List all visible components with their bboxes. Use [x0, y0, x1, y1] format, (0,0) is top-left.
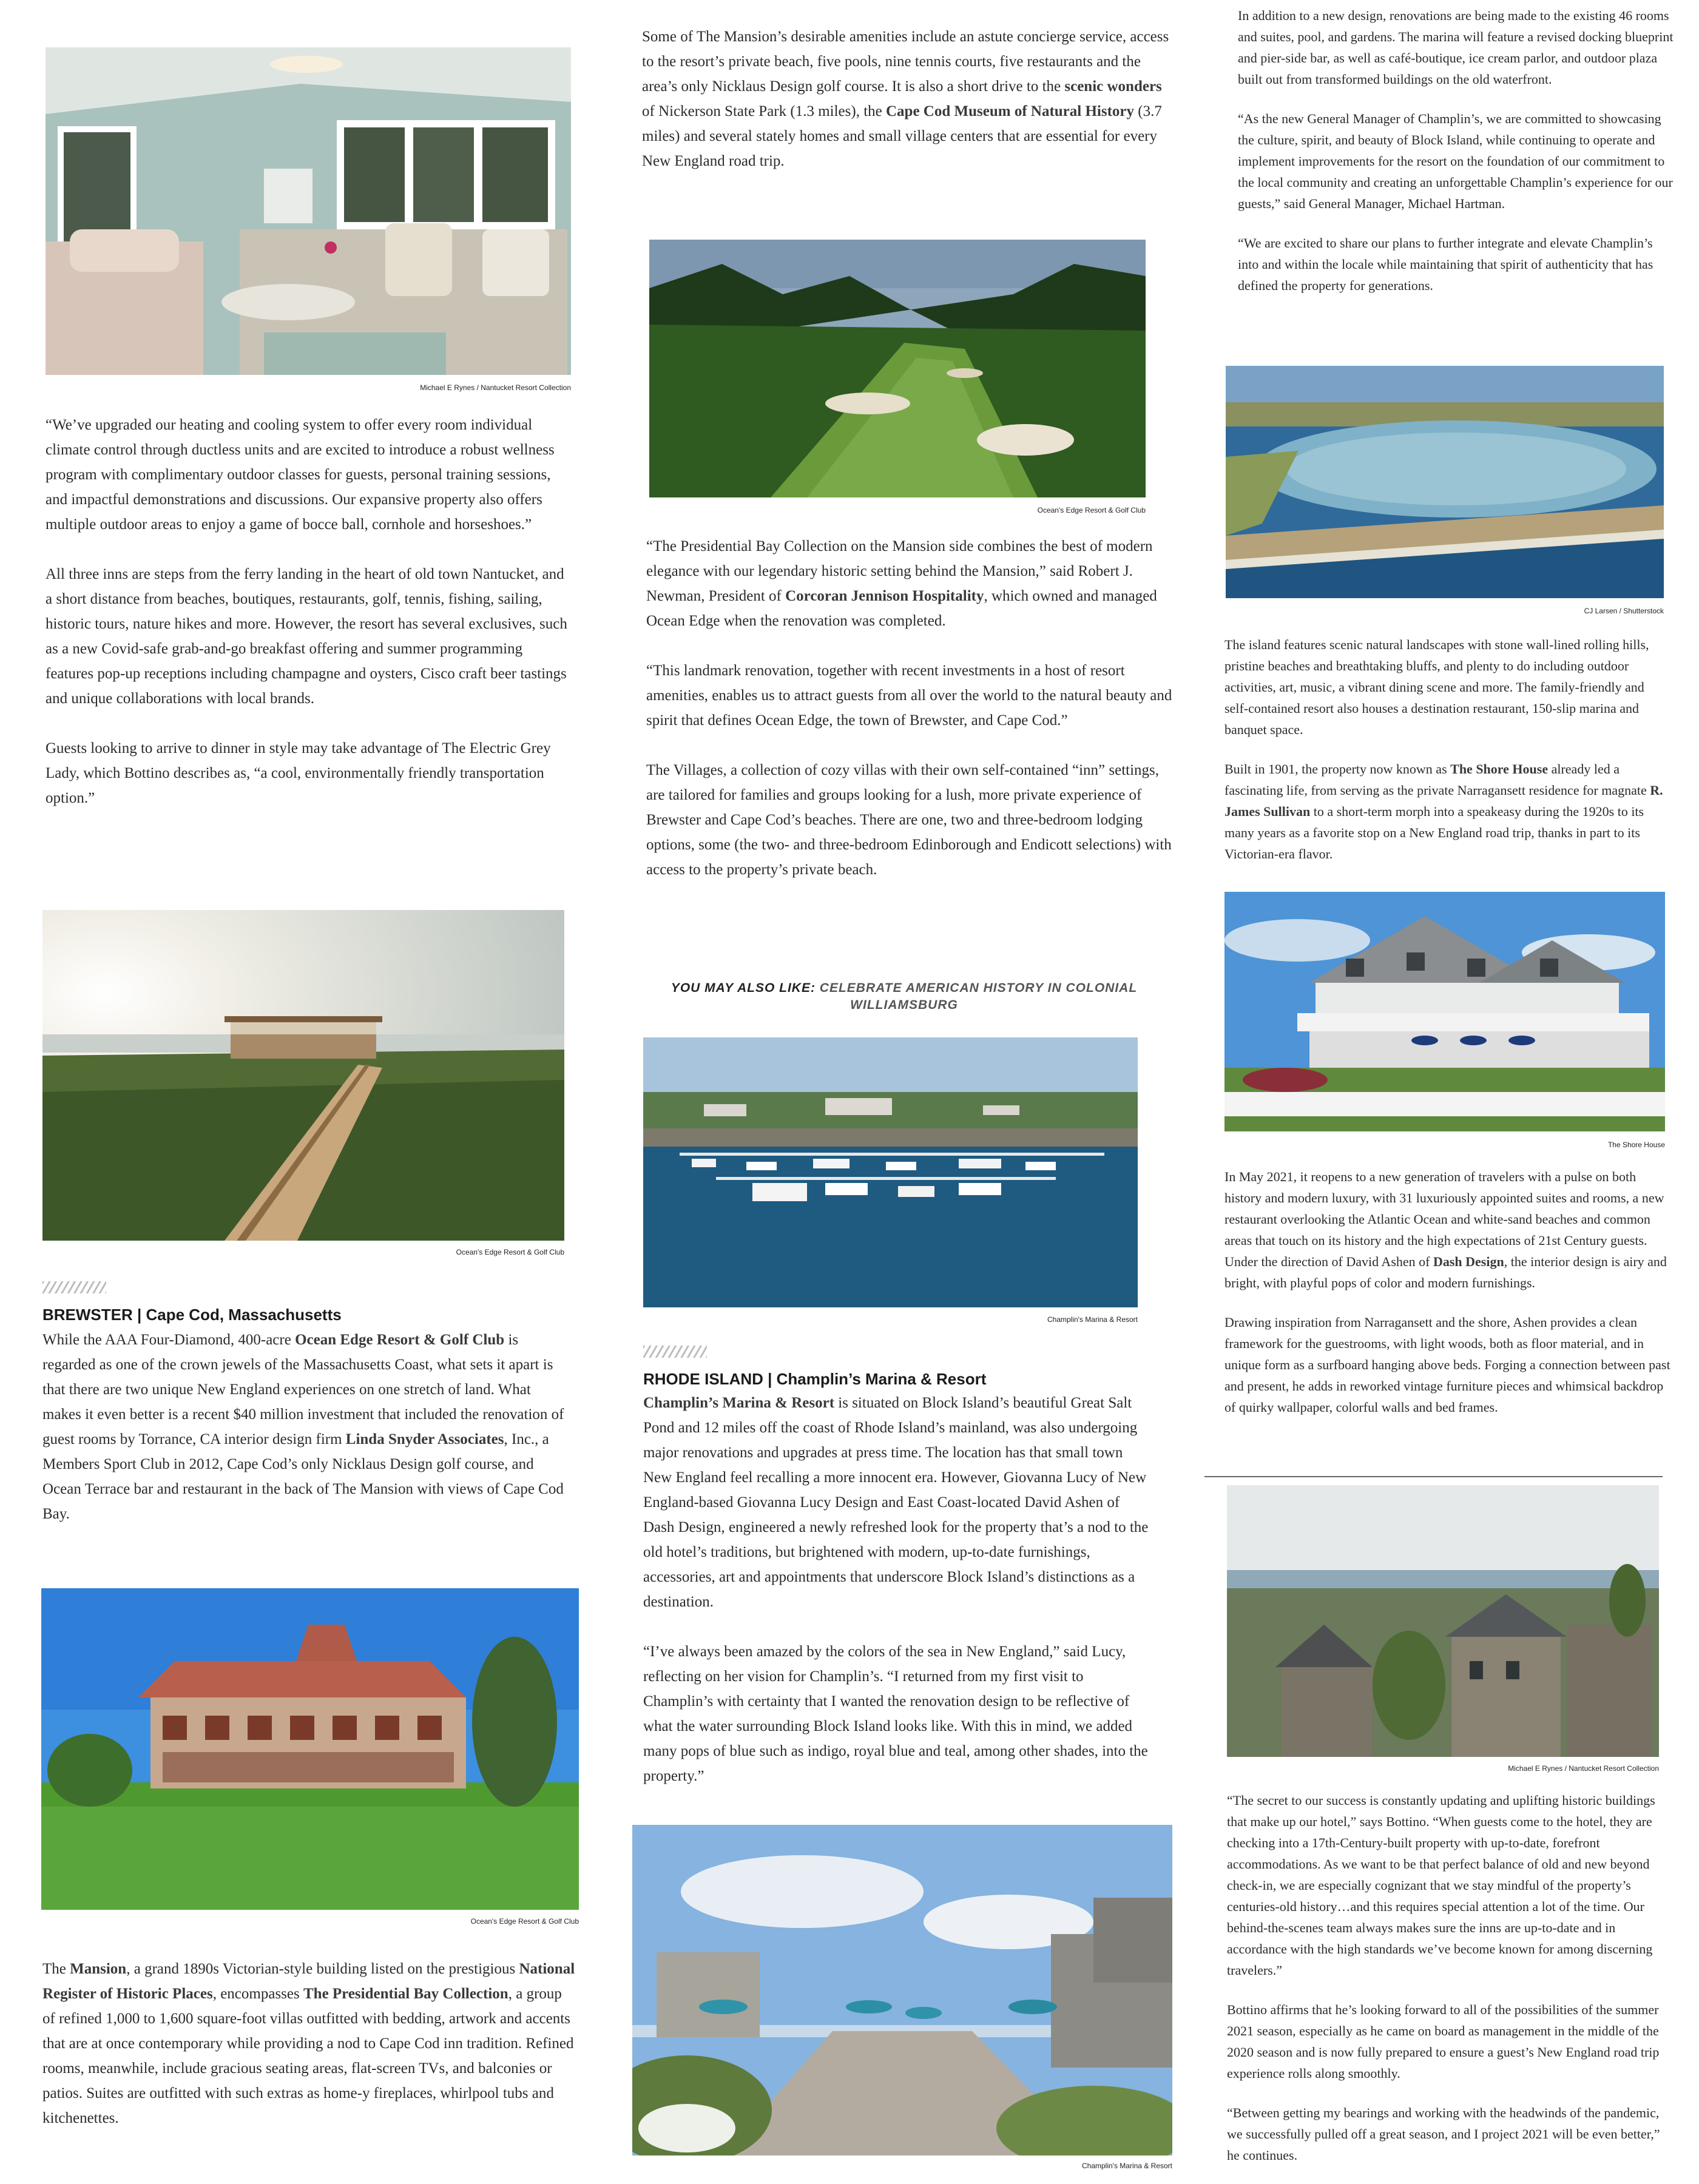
col3-text-block-1	[1238, 5, 1675, 296]
paragraph: “As the new General Manager of Champlin’s, we are committed to showcasing the culture, spirit, and beauty of Block Island, while continuing to operate and implement improvements for the resort on the foundation of our commitment to the local community and creating an unforgettable Champlin’s experience for our guests,” said General Manager, Michael Hartman.	[1238, 111, 1673, 211]
paragraph: In addition to a new design, renovations are being made to the existing 46 rooms and suites, pool, and gardens. The marina will feature a revised docking blueprint and pier-side bar, as well as café-boutique, ice cream parlor, and outdoor plaza built out from transformed buildings on the old waterfront.	[1238, 8, 1674, 87]
paragraph: All three inns are steps from the ferry landing in the heart of old town Nantucket, and a short distance from beaches, boutiques, restaurants, golf, tennis, fishing, sailing, historic tours, nature hikes and more. However, the resort has several exclusives, such as a new Covid-safe grab-and-go breakfast offering and summer programming features pop-up receptions including champagne and oysters, Cisco craft beer tastings and unique collaborations with local brands.	[46, 566, 567, 707]
col1-text-block-3	[42, 1956, 576, 2131]
col3-text-block-3	[1224, 1166, 1670, 1418]
yml-label: YOU MAY ALSO LIKE:	[670, 981, 820, 995]
marina-photo	[643, 1037, 1138, 1307]
paragraph: “The Presidential Bay Collection on the Mansion side combines the best of modern elegance with our legendary historic setting behind the Mansion,” said Robert J. Newman, President of Corcoran Jennison Hospitality, which owned and managed Ocean Edge when the renovation was completed.	[646, 538, 1157, 629]
paragraph: “We’ve upgraded our heating and cooling system to offer every room individual climate control through ductless units and are excited to introduce a robust wellness program with complimentary outdoor classes for guests, personal training sessions, and impactful demonstrations and discussions. Our expansive property also offers multiple outdoor areas to enjoy a game of bocce ball, cornhole and horseshoes.”	[46, 417, 555, 533]
photo-credit: Ocean's Edge Resort & Golf Club	[456, 1248, 564, 1256]
boardwalk-photo	[42, 910, 564, 1241]
you-may-also-like[interactable]	[667, 980, 1141, 1014]
photo-credit: The Shore House	[1607, 1141, 1665, 1149]
island-aerial-photo	[1226, 366, 1664, 598]
paragraph: The Villages, a collection of cozy villas with their own self-contained “inn” settings, are tailored for families and groups looking for a lush, more private experience of Brewster and Cape Cod’s beaches. There are one, two and three-bedroom lodging options, some (the two- and three-bedroom Edinborough and Endicott selections) with access to the property’s private beach.	[646, 762, 1172, 878]
paragraph: While the AAA Four-Diamond, 400-acre Ocean Edge Resort & Golf Club is regarded as one of the crown jewels of the Massachusetts Coast, what sets it apart is that there are two unique New England experiences on one stretch of land. What makes it even better is a recent $40 million investment that included the renovation of guest rooms by Torrance, CA interior design firm Linda Snyder Associates, Inc., a Members Sport Club in 2012, Cape Cod’s only Nicklaus Design golf course, and Ocean Terrace bar and restaurant in the back of The Mansion with views of Cape Cod Bay.	[42, 1332, 564, 1522]
shore-house-photo	[1224, 892, 1665, 1131]
col3-text-block-2	[1224, 634, 1670, 864]
resort-patio-photo	[632, 1825, 1172, 2155]
paragraph: Built in 1901, the property now known as The Shore House already led a fascinating life, from serving as the private Narragansett residence for magnate R. James Sullivan to a short-term morph into a speakeasy during the 1920s to its many years as a favorite stop on a New England road trip, thanks in part to its Victorian-era flavor.	[1224, 761, 1663, 861]
section-heading-brewster: BREWSTER | Cape Cod, Massachusetts	[42, 1306, 342, 1324]
nantucket-room-photo	[46, 47, 571, 375]
col2-text-block-1	[642, 24, 1176, 174]
paragraph: The Mansion, a grand 1890s Victorian-style building listed on the prestigious National Register of Historic Places, encompasses The Presidential Bay Collection, a group of refined 1,000 to 1,600 square-foot villas outfitted with bedding, artwork and accents that are at once contemporary while providing a nod to Cape Cod inn tradition. Refined rooms, meanwhile, include gracious seating areas, flat-screen TVs, and balconies or patios. Suites are outfitted with such extras as home-y fireplaces, whirlpool tubs and kitchenettes.	[42, 1961, 575, 2126]
photo-credit: Champlin's Marina & Resort	[1081, 2162, 1172, 2170]
col1-text-block-1	[46, 413, 573, 811]
paragraph: “Between getting my bearings and working with the headwinds of the pandemic, we successfully pulled off a great season, and I project 2021 will be even better,” he continues.	[1227, 2105, 1660, 2163]
photo-credit: Champlin's Marina & Resort	[1047, 1315, 1138, 1324]
paragraph: Champlin’s Marina & Resort is situated on Block Island’s beautiful Great Salt Pond and 12 miles off the coast of Rhode Island’s mainland, was also undergoing major renovations and upgrades at press time. The location has that small town New England feel recalling a more innocent era. However, Giovanna Lucy of New England-based Giovanna Lucy Design and East Coast-located David Ashen of Dash Design, engineered a newly refreshed look for the property that’s a nod to the old hotel’s traditions, but brightened with modern, up-to-date furnishings, accessories, art and appointments that underscore Block Island’s distinctions as a destination.	[643, 1395, 1149, 1610]
photo-credit: Michael E Rynes / Nantucket Resort Collection	[1508, 1764, 1659, 1773]
section-divider	[643, 1346, 707, 1358]
nantucket-town-photo	[1227, 1485, 1659, 1757]
paragraph: The island features scenic natural landscapes with stone wall-lined rolling hills, pristine beaches and breathtaking bluffs, and plenty to do including outdoor activities, art, music, a vibrant dining scene and more. The family-friendly and self-contained resort also houses a destination restaurant, 150-slip marina and banquet space.	[1224, 637, 1649, 737]
column-rule	[1204, 1476, 1663, 1477]
paragraph: Bottino affirms that he’s looking forward to all of the possibilities of the summer 2021 season, especially as he came on board as management in the middle of the 2020 season and is now fully prepared to ensure a guest’s New England road trip experience rolls along smoothly.	[1227, 2002, 1660, 2081]
paragraph: Some of The Mansion’s desirable amenities include an astute concierge service, access to the resort’s private beach, five pools, nine tennis courts, five restaurants and the area’s only Nicklaus Design golf course. It is also a short drive to the scenic wonders of Nickerson State Park (1.3 miles), the Cape Cod Museum of Natural History (3.7 miles) and several stately homes and small village centers that are essential for every New England road trip.	[642, 29, 1169, 169]
photo-credit: Michael E Rynes / Nantucket Resort Collection	[420, 383, 571, 392]
photo-credit: Ocean's Edge Resort & Golf Club	[1037, 506, 1146, 514]
paragraph: Drawing inspiration from Narragansett and the shore, Ashen provides a clean framework for the guestrooms, with light woods, both as floor material, and in unique form as a surfboard hanging above beds. Forging a connection between past and present, he adds in reworked vintage furniture pieces and whimsical backdrop of quirky wallpaper, colorful walls and bed frames.	[1224, 1315, 1670, 1415]
paragraph: “The secret to our success is constantly updating and uplifting historic buildings that make up our hotel,” says Bottino. “When guests come to the hotel, they are checking into a 17th-Century-built property with up-to-date, forefront accommodations. As we want to be that perfect balance of old and new beyond check-in, we are especially cognizant that we stay mindful of the property’s centuries-old history…and this requires special attention a lot of the time. Our behind-the-scenes team always makes sure the inns are up-to-date and in accordance with the high standards we’ve become known for among discerning travelers.”	[1227, 1793, 1655, 1978]
paragraph: In May 2021, it reopens to a new generation of travelers with a pulse on both history and modern luxury, with 31 luxuriously appointed suites and rooms, a new restaurant overlooking the Atlantic Ocean and white-sand beaches and common areas that touch on its history and the high expectations of 21st Century guests. Under the direction of David Ashen of Dash Design, the interior design is airy and bright, with playful pops of color and modern furnishings.	[1224, 1169, 1667, 1290]
col2-text-block-3	[643, 1390, 1150, 1788]
photo-credit: Ocean's Edge Resort & Golf Club	[470, 1917, 579, 1926]
paragraph: “I’ve always been amazed by the colors of the sea in New England,” said Lucy, reflecting on her vision for Champlin’s. “I returned from my first visit to Champlin’s with certainty that I wanted the renovation design to be reflective of what the water surrounding Block Island looks like. With this in mind, we added many pops of blue such as indigo, royal blue and teal, among other shades, into the property.”	[643, 1643, 1148, 1784]
paragraph: Guests looking to arrive to dinner in style may take advantage of The Electric Grey Lady, which Bottino describes as, “a cool, environmentally friendly transportation option.”	[46, 740, 551, 806]
section-divider	[42, 1281, 106, 1293]
paragraph: “We are excited to share our plans to further integrate and elevate Champlin’s into and within the locale while maintaining that spirit of authenticity that has defined the property for generations.	[1238, 235, 1653, 293]
paragraph: “This landmark renovation, together with recent investments in a host of resort amenities, enables us to attract guests from all over the world to the natural beauty and spirit that defines Ocean Edge, the town of Brewster, and Cape Cod.”	[646, 662, 1172, 729]
mansion-photo	[41, 1588, 579, 1910]
col3-text-block-4	[1227, 1790, 1673, 2166]
yml-link[interactable]: CELEBRATE AMERICAN HISTORY IN COLONIAL WILLIAMSBURG	[819, 981, 1138, 1012]
section-heading-rhode-island: RHODE ISLAND | Champlin’s Marina & Resort	[643, 1370, 987, 1388]
col1-text-block-2	[42, 1327, 570, 1526]
col2-text-block-2	[646, 534, 1180, 882]
photo-credit: CJ Larsen / Shutterstock	[1584, 607, 1664, 615]
golf-course-photo	[649, 240, 1146, 497]
